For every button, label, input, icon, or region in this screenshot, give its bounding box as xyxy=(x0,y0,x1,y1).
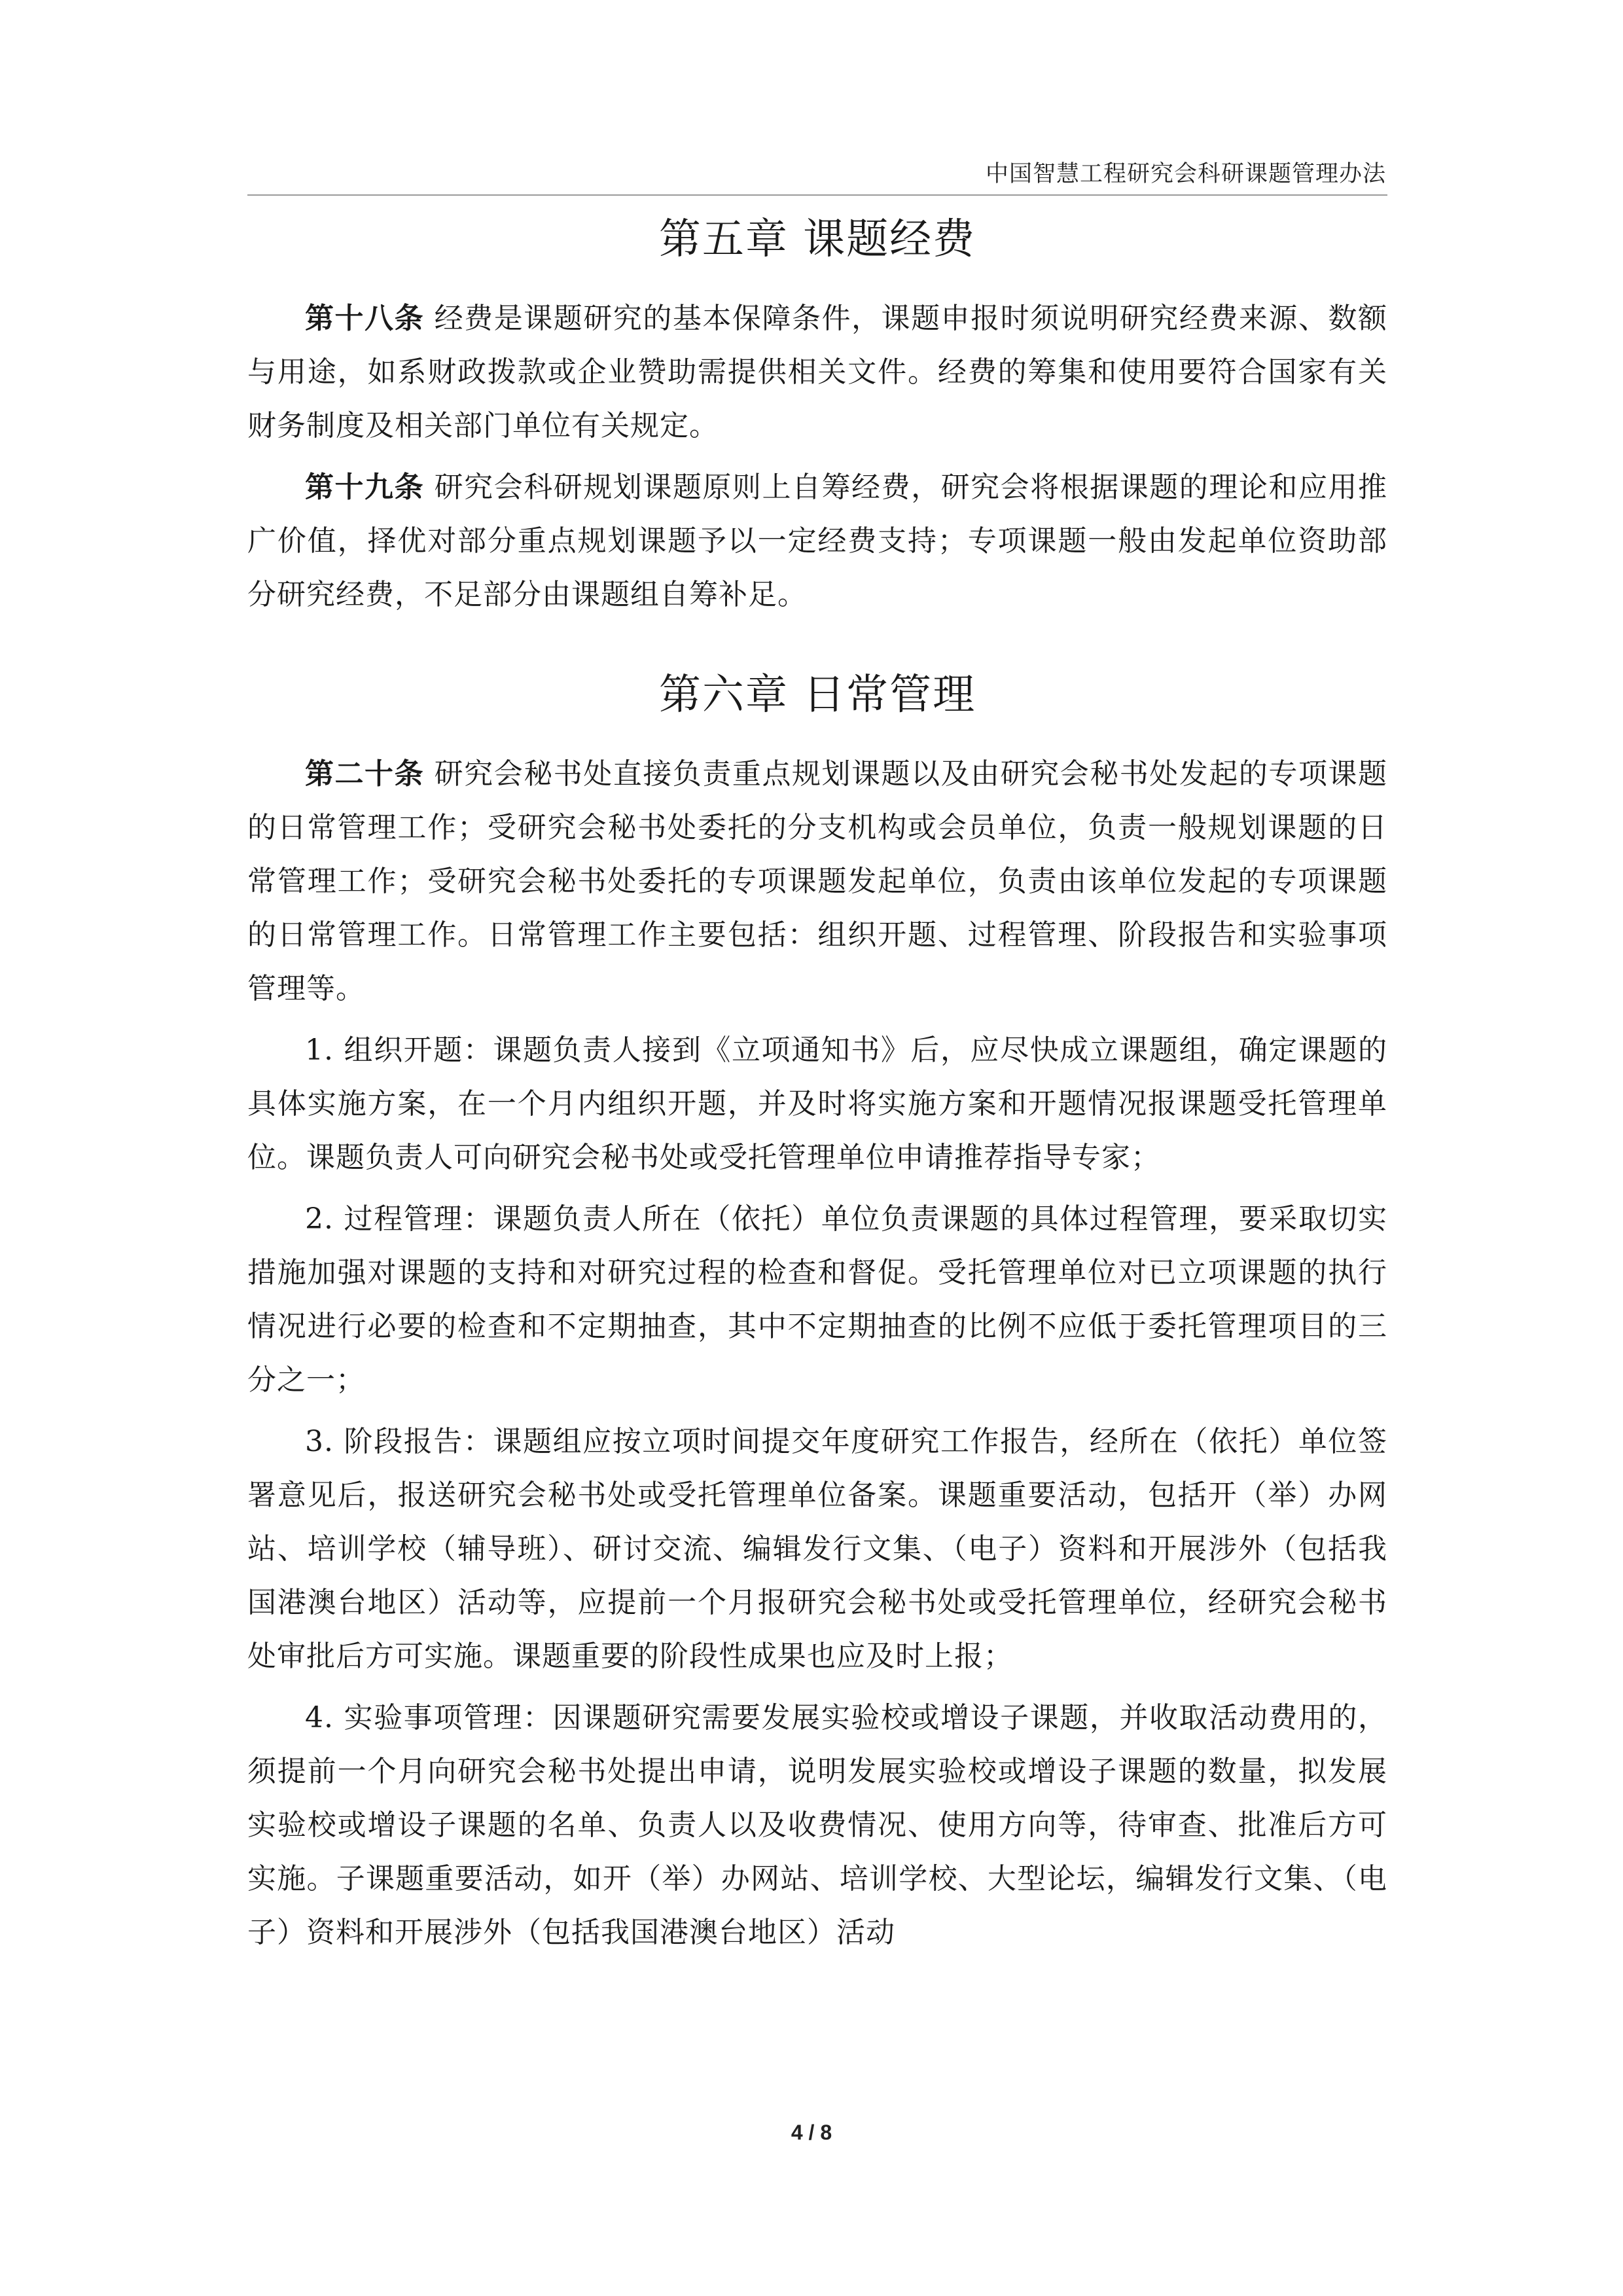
article-label: 第十九条 xyxy=(305,471,425,504)
list-item-4 xyxy=(247,1691,1387,1960)
list-item-text: 2. 过程管理：课题负责人所在（依托）单位负责课题的具体过程管理，要采取切实措施加强对课题的支持和对研究过程的检查和督促。受托管理单位对已立项课题的执行情况进行必要的检查和不定期抽查，其中不定期抽查的比例不应低于委托管理项目的三分之一； xyxy=(247,1202,1387,1397)
article-label: 第十八条 xyxy=(305,302,425,335)
page-number: 4 / 8 xyxy=(791,2121,832,2144)
article-text: 经费是课题研究的基本保障条件，课题申报时须说明研究经费来源、数额与用途，如系财政拨款或企业赞助需提供相关文件。经费的筹集和使用要符合国家有关财务制度及相关部门单位有关规定。 xyxy=(247,302,1387,442)
list-item-1 xyxy=(247,1024,1387,1185)
list-item-3 xyxy=(247,1415,1387,1683)
article-20 xyxy=(247,747,1387,1016)
header-rule xyxy=(247,194,1387,196)
list-item-2 xyxy=(247,1193,1387,1407)
running-header: 中国智慧工程研究会科研课题管理办法 xyxy=(985,161,1386,187)
chapter-title-5: 第五章 课题经费 xyxy=(658,215,976,264)
chapter-title-6: 第六章 日常管理 xyxy=(658,671,976,719)
page-content xyxy=(247,207,1387,1967)
list-item-text: 1. 组织开题：课题负责人接到《立项通知书》后，应尽快成立课题组，确定课题的具体实施方案，在一个月内组织开题，并及时将实施方案和开题情况报课题受托管理单位。课题负责人可向研究会秘书处或受托管理单位申请推荐指导专家； xyxy=(247,1033,1387,1174)
article-19 xyxy=(247,461,1387,622)
article-text: 研究会科研规划课题原则上自筹经费，研究会将根据课题的理论和应用推广价值，择优对部分重点规划课题予以一定经费支持；专项课题一般由发起单位资助部分研究经费，不足部分由课题组自筹补足。 xyxy=(247,471,1387,611)
article-text: 研究会秘书处直接负责重点规划课题以及由研究会秘书处发起的专项课题的日常管理工作；受研究会秘书处委托的分支机构或会员单位，负责一般规划课题的日常管理工作；受研究会秘书处委托的专项课题发起单位，负责由该单位发起的专项课题的日常管理工作。日常管理工作主要包括：组织开题、过程管理、阶段报告和实验事项管理等。 xyxy=(247,757,1387,1005)
article-label: 第二十条 xyxy=(305,757,425,791)
list-item-text: 3. 阶段报告：课题组应按立项时间提交年度研究工作报告，经所在（依托）单位签署意见后，报送研究会秘书处或受托管理单位备案。课题重要活动，包括开（举）办网站、培训学校（辅导班）、研讨交流、编辑发行文集、（电子）资料和开展涉外（包括我国港澳台地区）活动等，应提前一个月报研究会秘书处或受托管理单位，经研究会秘书处审批后方可实施。课题重要的阶段性成果也应及时上报； xyxy=(247,1425,1387,1673)
article-18 xyxy=(247,292,1387,453)
list-item-text: 4. 实验事项管理：因课题研究需要发展实验校或增设子课题，并收取活动费用的，须提前一个月向研究会秘书处提出申请，说明发展实验校或增设子课题的数量，拟发展实验校或增设子课题的名单、负责人以及收费情况、使用方向等，待审查、批准后方可实施。子课题重要活动，如开（举）办网站、培训学校、大型论坛，编辑发行文集、（电子）资料和开展涉外（包括我国港澳台地区）活动 xyxy=(247,1701,1387,1949)
